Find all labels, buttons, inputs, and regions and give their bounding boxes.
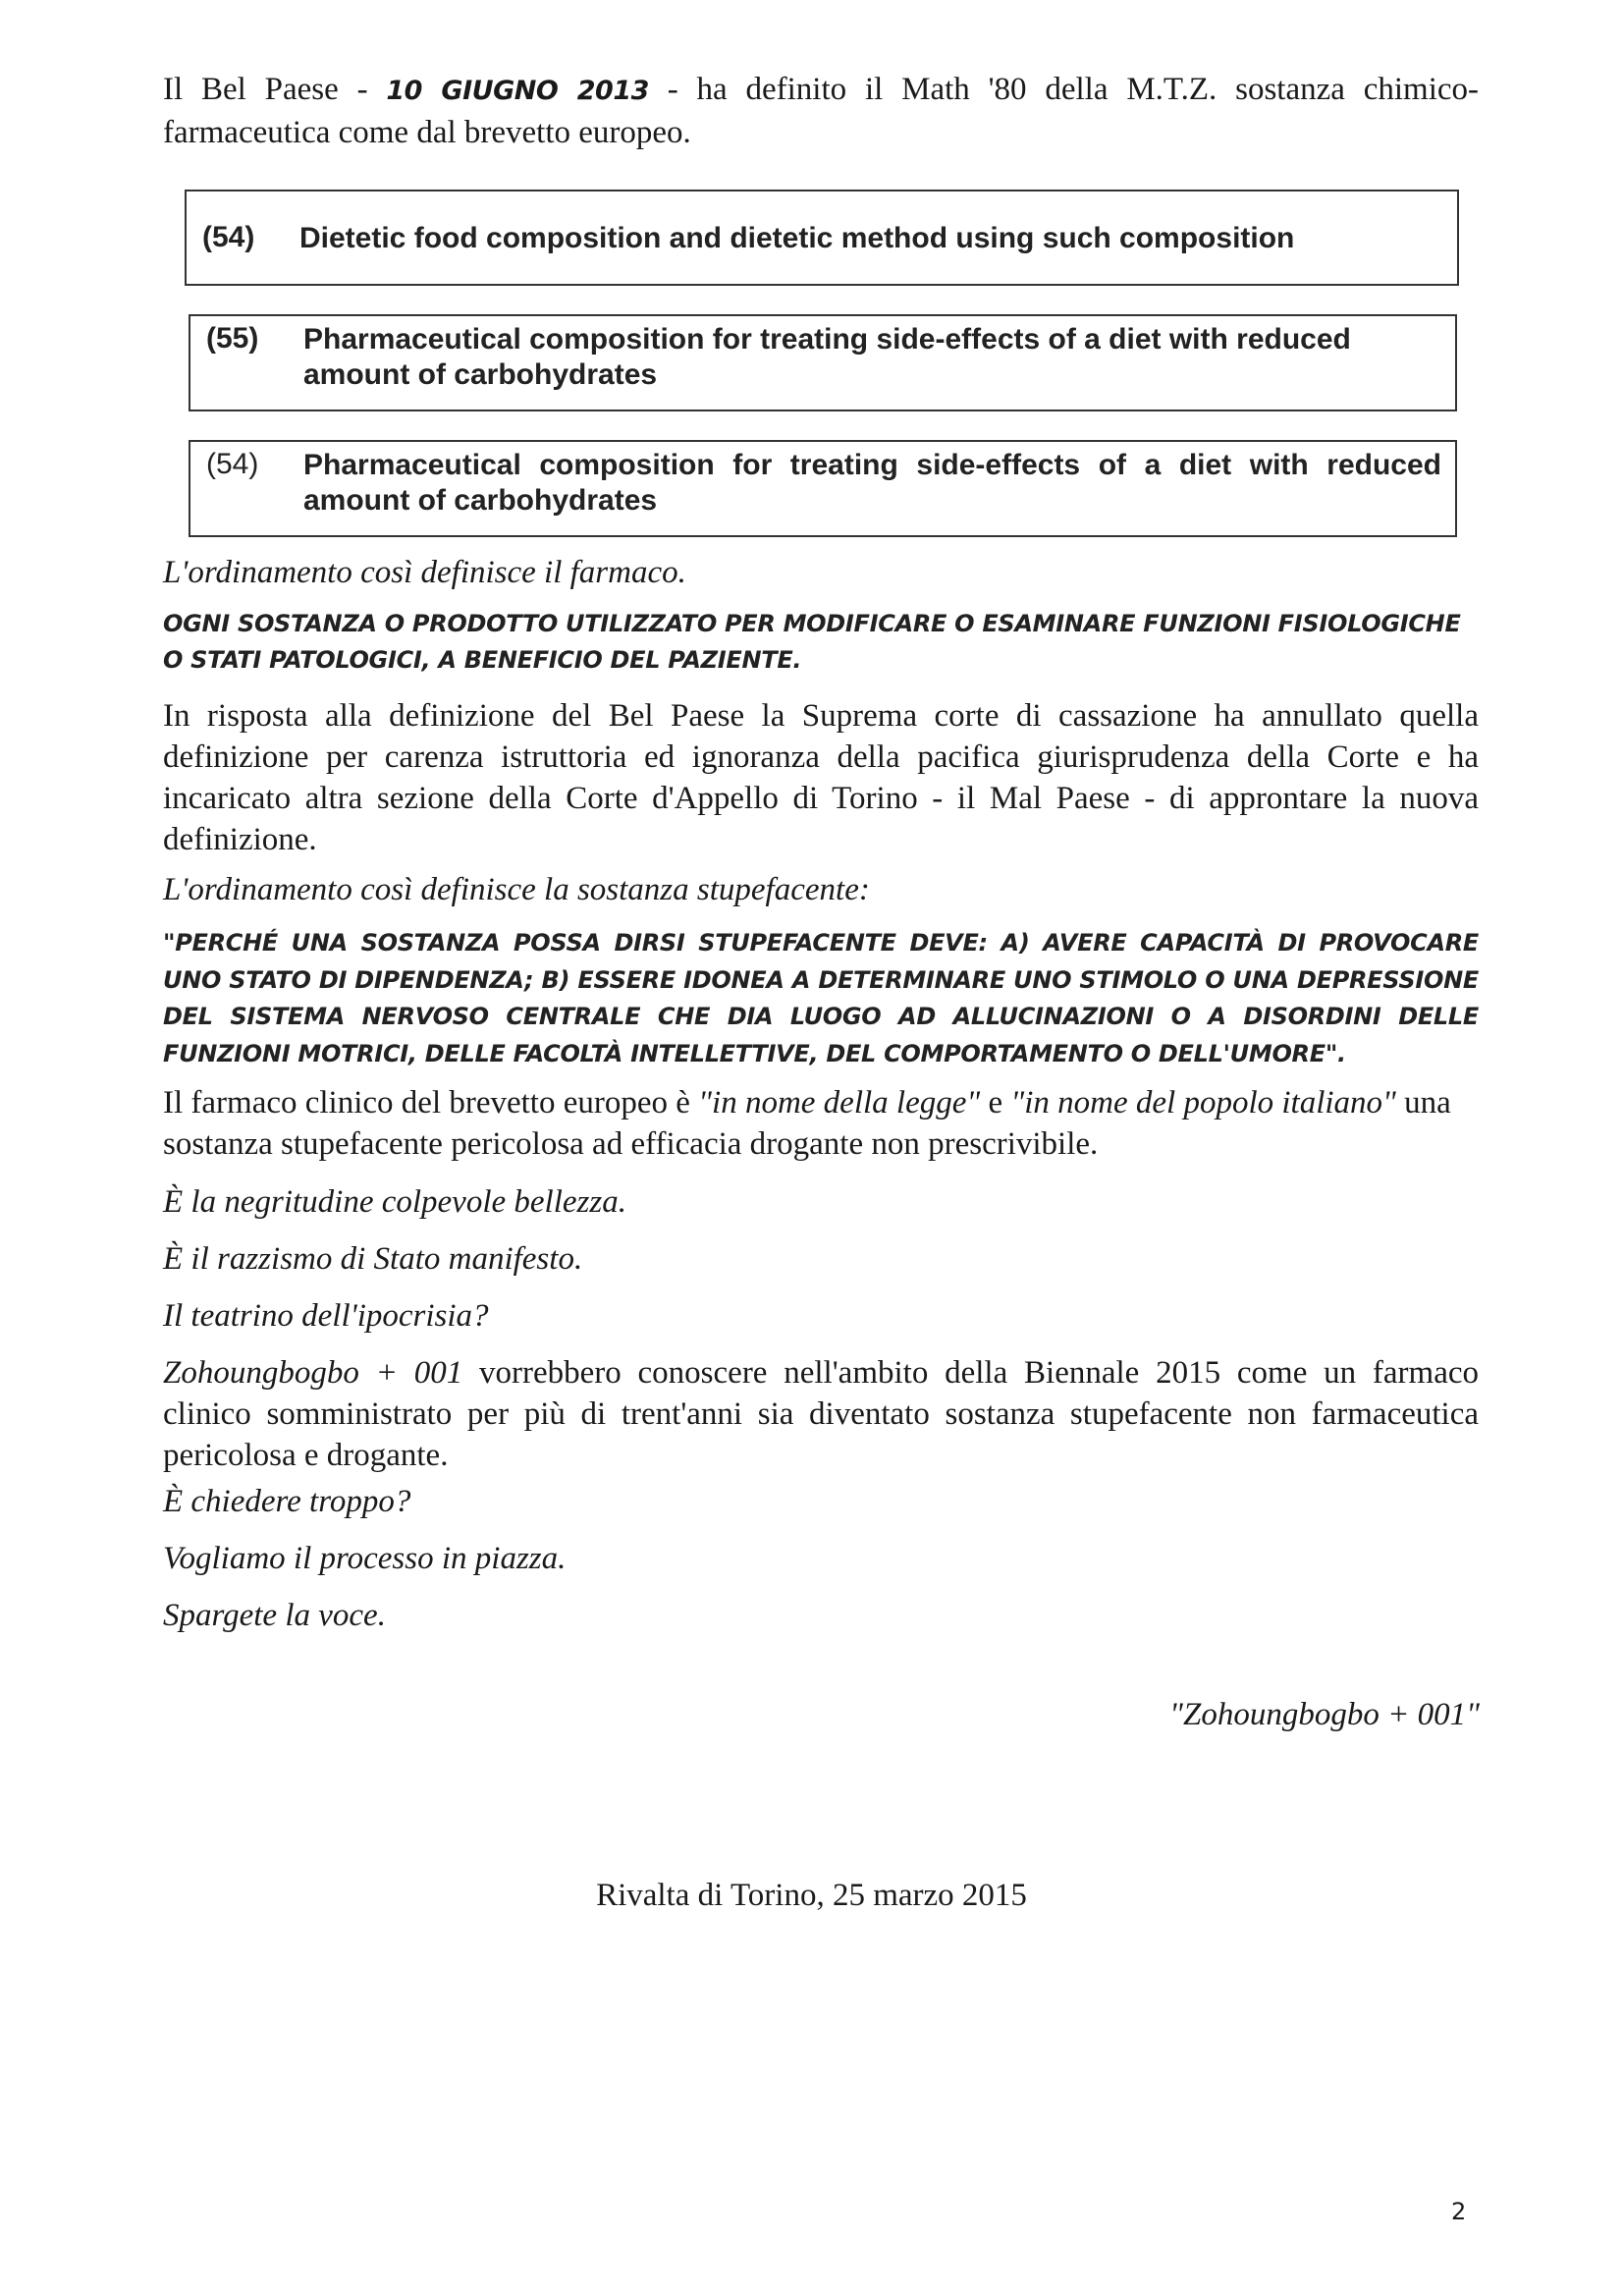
- biennale-author: Zohoungbogbo + 001: [163, 1355, 463, 1391]
- farmaco-clinico-paragraph: [163, 1082, 1479, 1165]
- patent-box-3: [189, 440, 1457, 537]
- intro-before: Il Bel Paese -: [163, 72, 387, 107]
- closing-line: Spargete la voce.: [163, 1598, 386, 1633]
- statement-line: È il razzismo di Stato manifesto.: [163, 1241, 583, 1277]
- cassazione-paragraph: In risposta alla definizione del Bel Paese la Suprema corte di cassazione ha annullato quella definizione per carenza istruttoria ed ignoranza della pacifica giurisprudenza della Corte e ha incaricato altra sezione della Corte d'Appello di Torino - il Mal Paese - di approntare la nuova definizione.: [163, 698, 1479, 857]
- farmaco-clinico-quote2: "in nome del popolo italiano": [1010, 1085, 1396, 1121]
- patent-box-title: Dietetic food composition and dietetic method using such composition: [299, 222, 1295, 254]
- intro-after: - ha definito il Math '80 della M.T.Z. sostanza chimico-farmaceutica come dal brevetto europeo.: [163, 72, 1479, 150]
- farmaco-definition-lead: L'ordinamento così definisce il farmaco.: [163, 555, 686, 590]
- patent-box-2: [189, 314, 1457, 411]
- intro-date: 10 GIUGNO 2013: [386, 76, 649, 106]
- intro-paragraph: [163, 69, 1479, 153]
- patent-box-number: (54): [206, 448, 259, 480]
- signature: "Zohoungbogbo + 001": [1169, 1697, 1480, 1732]
- biennale-paragraph: [163, 1352, 1479, 1476]
- biennale-text: vorrebbero conoscere nell'ambito della Biennale 2015 come un farmaco clinico somministrato per più di trent'anni sia diventato sostanza stupefacente non farmaceutica pericolosa e drogante.: [163, 1355, 1480, 1473]
- statement-line: È la negritudine colpevole bellezza.: [163, 1184, 626, 1220]
- page-number: 2: [1451, 2198, 1467, 2225]
- farmaco-clinico-quote1: "in nome della legge": [698, 1085, 981, 1121]
- closing-line: È chiedere troppo?: [163, 1484, 411, 1519]
- farmaco-clinico-part3: una sostanza stupefacente pericolosa ad efficacia drogante non prescrivibile.: [163, 1085, 1451, 1162]
- stupefacente-definition-text: "PERCHÉ UNA SOSTANZA POSSA DIRSI STUPEFACENTE DEVE: A) AVERE CAPACITÀ DI PROVOCARE UNO STATO DI DIPENDENZA; B) ESSERE IDONEA A DETERMINARE UNO STIMOLO O UNA DEPRESSIONE DEL SISTEMA NERVOSO CENTRALE CHE DIA LUOGO AD ALLUCINAZIONI O A DISORDINI DELLE FUNZIONI MOTRICI, DELLE FACOLTÀ INTELLETTIVE, DEL COMPORTAMENTO O DELL'UMORE".: [163, 929, 1479, 1067]
- statement-line: Il teatrino dell'ipocrisia?: [163, 1298, 489, 1334]
- closing-line: Vogliamo il processo in piazza.: [163, 1541, 567, 1576]
- farmaco-clinico-part2: e: [980, 1085, 1011, 1121]
- patent-box-number: (55): [206, 322, 259, 355]
- patent-box-number: (54): [202, 221, 255, 253]
- patent-box-title: Pharmaceutical composition for treating side-effects of a diet with reduced amount of carbohydrates: [303, 449, 1441, 517]
- patent-box-title: Pharmaceutical composition for treating side-effects of a diet with reduced amount of carbohydrates: [303, 323, 1351, 391]
- farmaco-definition-text: OGNI SOSTANZA O PRODOTTO UTILIZZATO PER MODIFICARE O ESAMINARE FUNZIONI FISIOLOGICHE O STATI PATOLOGICI, A BENEFICIO DEL PAZIENTE.: [163, 610, 1461, 674]
- stupefacente-definition-lead: L'ordinamento così definisce la sostanza stupefacente:: [163, 872, 870, 907]
- patent-box-1: [185, 190, 1459, 286]
- farmaco-clinico-part1: Il farmaco clinico del brevetto europeo è: [163, 1085, 699, 1121]
- place-date: Rivalta di Torino, 25 marzo 2015: [596, 1878, 1027, 1913]
